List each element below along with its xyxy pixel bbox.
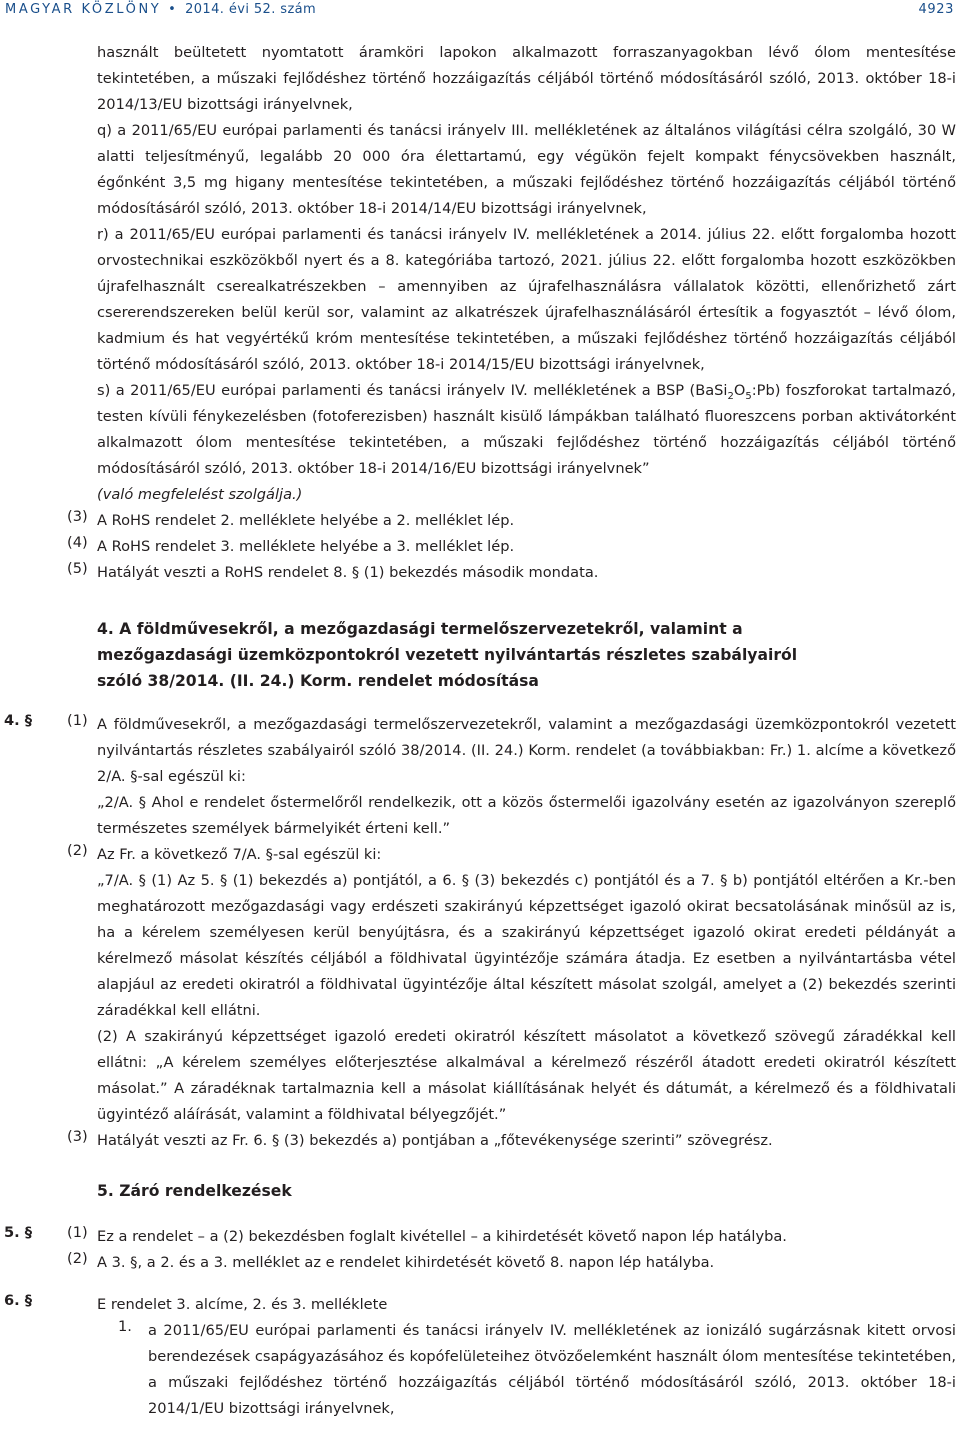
item-3: (3) A RoHS rendelet 2. melléklete helyébe a 2. melléklet lép. bbox=[67, 508, 515, 529]
section-4-para-1: 4. § (1) A földművesekről, a mezőgazdasági termelőszervezetekről, valamint a mezőgazdasági üzemközpontokról vezetett nyilvántartás részletes szabályairól szóló 38/2014. (II. 24.) Korm. rendelet (a továbbiakban: Fr.) 1. alcíme a következő 2/A. §-sal egészül ki: bbox=[4, 712, 956, 785]
item-5: (5) Hatályát veszti a RoHS rendelet 8. § (1) bekezdés második mondata. bbox=[67, 560, 599, 581]
item-4: (4) A RoHS rendelet 3. melléklete helyébe a 3. melléklet lép. bbox=[67, 534, 515, 555]
header-bullet: • bbox=[168, 2, 179, 17]
paragraph-p-continued: használt beültetett nyomtatott áramköri lapokon alkalmazott forraszanyagokban lévő ólom mentesítése tekintetében, a műszaki fejlődéshez történő hozzáigazítás céljából történő módosításáról szóló, 2013. október 18-i 2014/13/EU bizottsági irányelvnek, bbox=[97, 44, 956, 113]
section-heading-4: 4. A földművesekről, a mezőgazdasági termelőszervezetekről, valamint a mezőgazdasági üzemközpontokról vezetett nyilvántartás részletes szabályairól szóló 38/2014. (II. 24.) Korm. rendelet módosítása bbox=[97, 620, 798, 690]
publication-name: MAGYAR KÖZLÖNY bbox=[5, 2, 162, 17]
page-number: 4923 bbox=[918, 2, 954, 17]
document-body bbox=[0, 40, 960, 1422]
section-4-quote-1: „2/A. § Ahol e rendelet őstermelőről rendelkezik, ott a közös őstermelői igazolvány esetén az igazolványon szereplő természetes személyek bármelyikét érteni kell.” bbox=[97, 794, 956, 837]
paragraph-s: s) a 2011/65/EU európai parlamenti és tanácsi irányelv IV. mellékletének a BSP $(BaSi_2O_5:Pb)$ foszforokat tartalmazó, testen kívüli fénykezelésben (fotoferezisben) használt kisülő lámpákban található fluoreszcens porban aktivátorként alkalmazott ólom mentesítése tekintetében, a műszaki fejlődéshez történő hozzáigazítás céljából történő módosításáról szóló, 2013. október 18-i 2014/16/EU bizottsági irányelvnek” bbox=[97, 382, 957, 477]
section-4-quote-2a: „7/A. § (1) Az 5. § (1) bekezdés a) pontjától, a 6. § (3) bekezdés c) pontjától és a 7. § b) pontjától eltérően a Kr.-ben meghatározott mezőgazdasági vagy erdészeti szakirányú képzettséget igazoló okirat becsatolásának minősül az is, ha a kérelem személyesen kerül benyújtásra, és a szakirányú képzettséget igazoló okirat eredeti példányát a kérelmező másolat készítés céljából a földhivatal ügyintézője számára átadja. Ez esetben a nyilvántartásba vétel alapjául az eredeti okiratról a földhivatal ügyintézője által készített másolat szolgál, amelyet a (2) bekezdés szerinti záradékkal kell ellátni. bbox=[97, 872, 956, 1019]
compliance-note: (való megfelelést szolgálja.) bbox=[97, 486, 303, 503]
paragraph-q: q) a 2011/65/EU európai parlamenti és tanácsi irányelv III. mellékletének az általános világítási célra szolgáló, 30 W alatti teljesítményű, legalább 20 000 óra élettartamú, egy végükön fejelt kompakt fénycsövekben használt, égőnként 3,5 mg higany mentesítése tekintetében, a műszaki fejlődéshez történő hozzáigazítás céljából történő módosításáról szóló, 2013. október 18-i 2014/14/EU bizottsági irányelvnek, bbox=[97, 122, 956, 217]
section-4-quote-2b: (2) A szakirányú képzettséget igazoló eredeti okiratról készített másolatot a következő szövegű záradékkal kell ellátni: „A kérelem személyes előterjesztése alkalmával a kérelmező részéről átadott eredeti okiratról készített másolat.” A záradéknak tartalmaznia kell a másolat kiállításának helyét és dátumát, a kérelmező és a földhivatali ügyintéző aláírását, valamint a földhivatal bélyegzőjét.” bbox=[97, 1028, 956, 1123]
section-4-para-3: (3) Hatályát veszti az Fr. 6. § (3) bekezdés a) pontjában a „főtevékenysége szerinti” szövegrész. bbox=[67, 1128, 773, 1149]
section-6-item-1: 1. a 2011/65/EU európai parlamenti és tanácsi irányelv IV. mellékletének az ionizáló sugárzásnak kitett orvosi berendezések csapágyazásához és kopófelületeihez ötvözőelemként használt ólom mentesítése tekintetében, a műszaki fejlődéshez történő hozzáigazítás céljából történő módosításáról szóló, 2013. október 18-i 2014/1/EU bizottsági irányelvnek, bbox=[118, 1318, 956, 1417]
paragraph-r: r) a 2011/65/EU európai parlamenti és tanácsi irányelv IV. mellékletének a 2014. július 22. előtt forgalomba hozott orvostechnikai eszközökből nyert és a 8. kategóriába tartozó, 2021. július 22. előtt forgalomba hozott eszközökben újrafelhasznált cserealkatrészekben – amennyiben az újrafelhasználásra vállalatok közötti, ellenőrizhető zárt csererendszereken belül kerül sor, valamint az alkatrészek újrafelhasználásáról értesítik a fogyasztót – lévő ólom, kadmium és hat vegyértékű króm mentesítése tekintetében, a műszaki fejlődéshez történő hozzáigazítás céljából történő módosításáról szóló, 2013. október 18-i 2014/15/EU bizottsági irányelvnek, bbox=[97, 226, 956, 373]
page-header bbox=[0, 0, 960, 22]
section-6-intro: 6. § E rendelet 3. alcíme, 2. és 3. melléklete bbox=[4, 1292, 388, 1313]
section-5-para-1: 5. § (1) Ez a rendelet – a (2) bekezdésben foglalt kivétellel – a kihirdetését követő napon lép hatályba. bbox=[4, 1224, 787, 1245]
section-5-para-2: (2) A 3. §, a 2. és a 3. melléklet az e rendelet kihirdetését követő 8. napon lép hatályba. bbox=[67, 1250, 715, 1271]
section-heading-5: 5. Záró rendelkezések bbox=[97, 1182, 292, 1200]
issue-label: 2014. évi 52. szám bbox=[185, 2, 317, 17]
header-publication bbox=[5, 2, 316, 17]
section-4-para-2: (2) Az Fr. a következő 7/A. §-sal egészül ki: bbox=[67, 842, 382, 863]
